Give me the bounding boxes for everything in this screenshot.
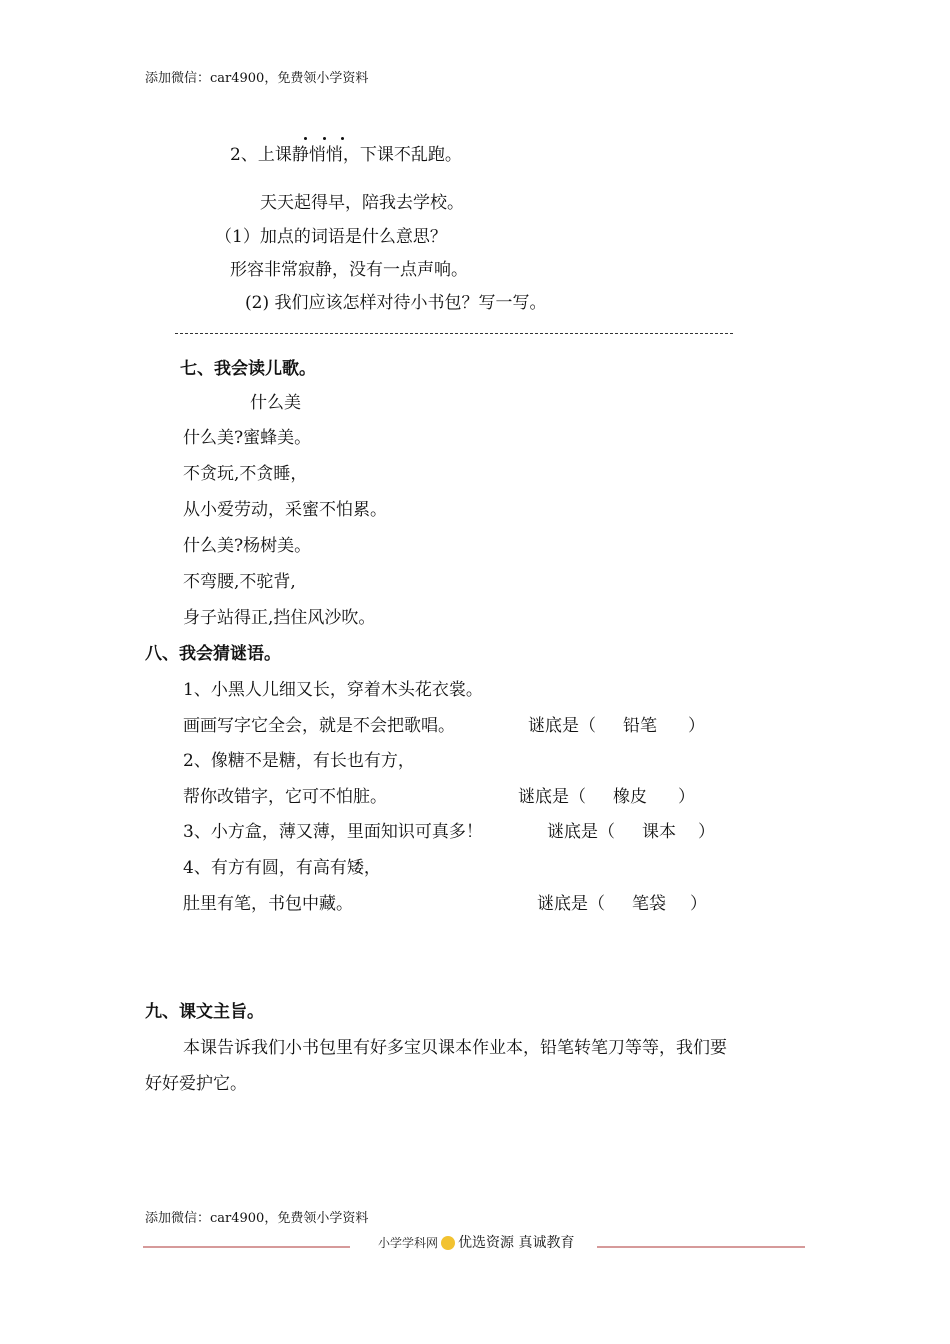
poem-line: 什么美?杨树美。 (183, 536, 312, 556)
footer-rule (143, 1246, 350, 1248)
emphasis-dot (304, 137, 307, 140)
riddle-line: 画画写字它全会，就是不会把歌唱。 (183, 716, 455, 736)
poem-line: 什么美?蜜蜂美。 (183, 428, 312, 448)
summary-line: 好好爱护它。 (145, 1074, 247, 1094)
q2-sub2: (2) 我们应该怎样对待小书包？写一写。 (245, 293, 547, 313)
footer-slogan: 优选资源 真诚教育 (458, 1235, 575, 1251)
answer-close: ） (690, 894, 707, 914)
q2-line1: 2、上课静悄悄，下课不乱跑。 (230, 145, 462, 165)
riddle-line: 2、像糖不是糖，有长也有方， (183, 751, 415, 771)
answer-close: ） (698, 822, 715, 842)
answer-close: ） (688, 716, 705, 736)
riddle-line: 4、有方有圆，有高有矮， (183, 858, 381, 878)
answer-prefix: 谜底是（ (547, 822, 615, 842)
riddle-answer: 课本 (642, 822, 676, 842)
q2-ans1: 形容非常寂静，没有一点声响。 (230, 260, 468, 280)
poem-line: 身子站得正,挡住风沙吹。 (183, 608, 376, 628)
answer-prefix: 谜底是（ (537, 894, 605, 914)
riddle-answer: 铅笔 (623, 716, 657, 736)
answer-prefix: 谜底是（ (518, 787, 586, 807)
answer-prefix: 谜底是（ (528, 716, 596, 736)
riddle-line: 帮你改错字，它可不怕脏。 (183, 787, 387, 807)
answer-close: ） (678, 787, 695, 807)
summary-line: 本课告诉我们小书包里有好多宝贝课本作业本，铅笔转笔刀等等，我们要 (183, 1038, 727, 1058)
bee-mascot-icon (441, 1236, 455, 1250)
riddle-line: 1、小黑人儿细又长，穿着木头花衣裳。 (183, 680, 483, 700)
poem-line: 从小爱劳动，采蜜不怕累。 (183, 500, 387, 520)
riddle-answer: 笔袋 (632, 894, 666, 914)
poem-line: 不贪玩,不贪睡， (183, 464, 308, 484)
q2-sub1: （1）加点的词语是什么意思？ (215, 227, 447, 247)
poem-title: 什么美 (250, 393, 301, 413)
poem-line: 不弯腰,不驼背, (183, 572, 296, 592)
section9-title: 九、课文主旨。 (145, 1002, 264, 1022)
header-note: 添加微信：car4900，免费领小学资料 (145, 71, 369, 86)
footer-logo (378, 1232, 574, 1252)
section7-title: 七、我会读儿歌。 (180, 359, 316, 379)
emphasis-dot (323, 137, 326, 140)
emphasis-dot (341, 137, 344, 140)
riddle-line: 肚里有笔，书包中藏。 (183, 894, 353, 914)
riddle-line: 3、小方盒，薄又薄，里面知识可真多！ (183, 822, 483, 842)
footer-rule (597, 1246, 805, 1248)
section8-title: 八、我会猜谜语。 (145, 644, 281, 664)
logo-text: 小学学科网 (378, 1236, 439, 1250)
answer-line (175, 333, 733, 334)
footer-note: 添加微信：car4900，免费领小学资料 (145, 1211, 369, 1226)
riddle-answer: 橡皮 (613, 787, 647, 807)
q2-line2: 天天起得早，陪我去学校。 (260, 193, 464, 213)
